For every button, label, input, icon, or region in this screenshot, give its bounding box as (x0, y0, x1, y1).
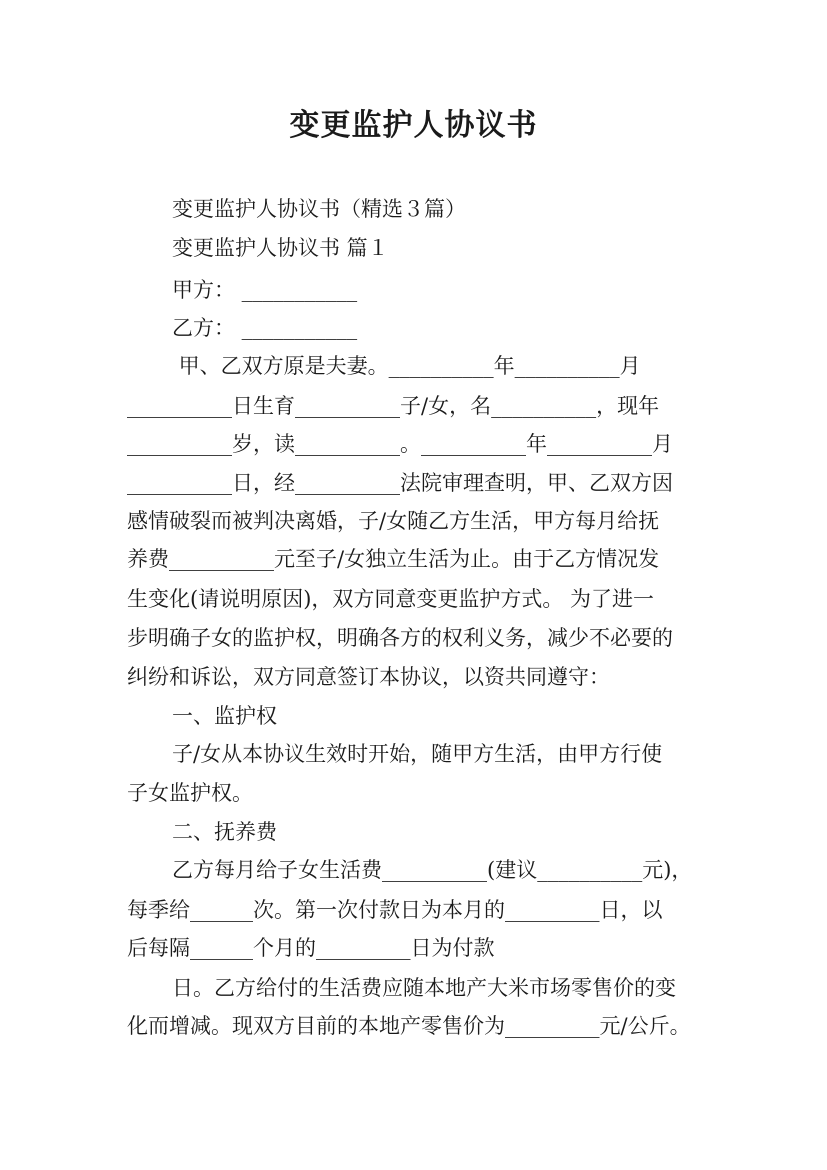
paragraph-line: __________日生育__________子/女，名__________，现年 (127, 394, 660, 418)
party-a-line: 甲方： ___________ (172, 278, 358, 302)
paragraph-line: 化而增减。现双方目前的本地产零售价为_________元/公斤。 (127, 1014, 691, 1038)
subtitle-selected: 变更监护人协议书（精选３篇） (172, 197, 466, 221)
paragraph-line: 步明确子女的监护权，明确各方的权利义务，减少不必要的 (127, 626, 673, 650)
paragraph-line: __________岁，读__________。__________年__________月 (127, 432, 673, 456)
paragraph-line: 子/女从本协议生效时开始，随甲方生活，由甲方行使 (172, 742, 663, 766)
section-heading-support-fee: 二、抚养费 (172, 820, 277, 844)
paragraph-line: 后每隔______个月的_________日为付款 (127, 936, 495, 960)
paragraph-line: 感情破裂而被判决离婚，子/女随乙方生活，甲方每月给抚 (127, 509, 660, 533)
paragraph-line: 子女监护权。 (127, 781, 253, 805)
paragraph-line: 日。乙方给付的生活费应随本地产大米市场零售价的变 (172, 976, 676, 1000)
document-title: 变更监护人协议书 (289, 108, 538, 143)
paragraph-line: 乙方每月给子女生活费__________(建议__________元)， (172, 858, 693, 882)
party-b-line: 乙方： ___________ (172, 316, 358, 340)
subtitle-section: 变更监护人协议书 篇１ (172, 236, 389, 260)
paragraph-line: 养费__________元至子/女独立生活为止。由于乙方情况发 (127, 547, 660, 571)
section-heading-guardianship: 一、监护权 (172, 704, 277, 728)
paragraph-line: 每季给______次。第一次付款日为本月的_________日，以 (127, 898, 663, 922)
paragraph-line: 甲、乙双方原是夫妻。__________年__________月 (172, 354, 641, 378)
paragraph-line: 生变化(请说明原因)，双方同意变更监护方式。 为了进一 (127, 587, 655, 611)
paragraph-line: __________日，经__________法院审理查明，甲、乙双方因 (127, 471, 673, 495)
paragraph-line: 纠纷和诉讼，双方同意签订本协议，以资共同遵守： (127, 665, 610, 689)
